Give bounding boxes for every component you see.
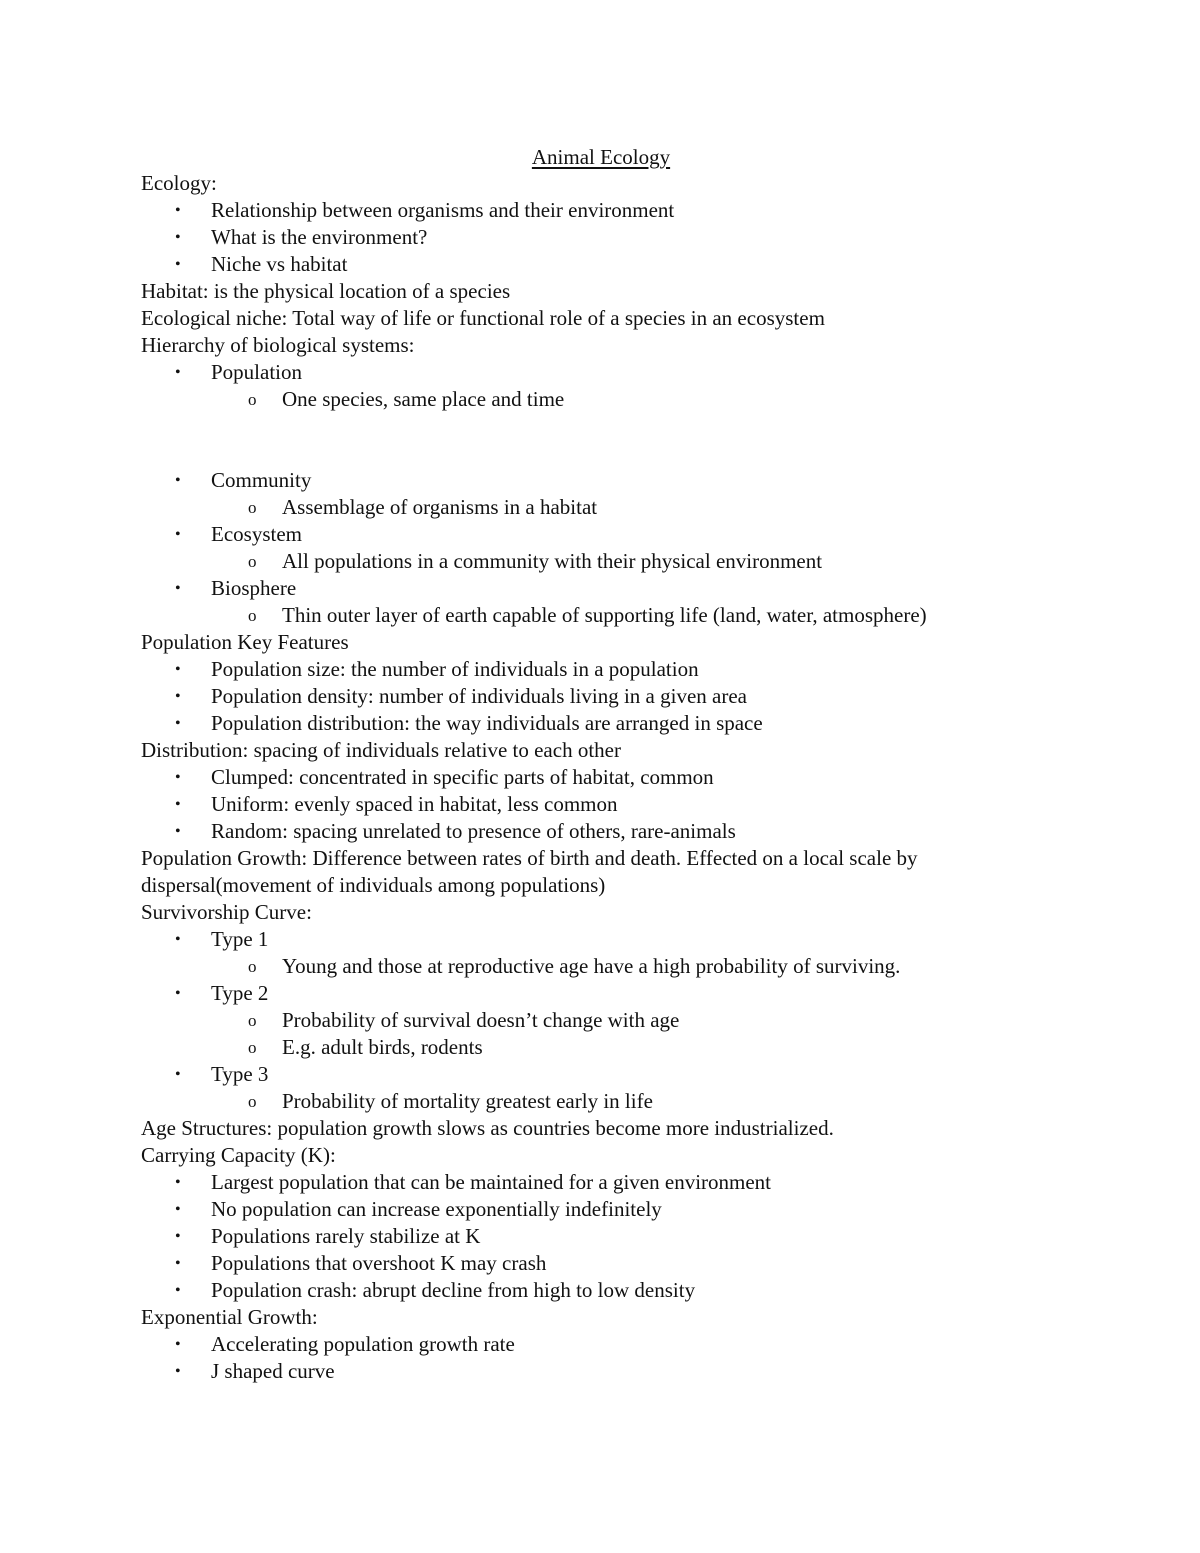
- sub-bullet-text: Probability of survival doesn’t change with age: [282, 1008, 680, 1032]
- sub-bullet-marker: o: [248, 390, 257, 409]
- bullet-text: Populations that overshoot K may crash: [211, 1251, 547, 1275]
- bullet-item: [141, 1061, 1041, 1088]
- sub-bullet-marker: o: [248, 1092, 257, 1111]
- sub-bullet-item: [141, 386, 1041, 413]
- bullet-text: Type 1: [211, 927, 269, 951]
- bullet-marker: •: [175, 1201, 181, 1218]
- bullet-text: Population size: the number of individuals in a population: [211, 657, 699, 681]
- bullet-text: Populations rarely stabilize at K: [211, 1224, 481, 1248]
- bullet-text: Biosphere: [211, 576, 297, 600]
- bullet-marker: •: [175, 580, 181, 597]
- bullet-text: Clumped: concentrated in specific parts of habitat, common: [211, 765, 714, 789]
- bullet-item: [141, 575, 1041, 602]
- bullet-text: Accelerating population growth rate: [211, 1332, 515, 1356]
- bullet-item: [141, 359, 1041, 386]
- section-heading: Carrying Capacity (K):: [141, 1143, 336, 1167]
- bullet-item: [141, 926, 1041, 953]
- blank-space: [141, 413, 1041, 467]
- section-heading: Ecological niche: Total way of life or functional role of a species in an ecosystem: [141, 306, 825, 330]
- bullet-item: [141, 1223, 1041, 1250]
- bullet-text: Largest population that can be maintained for a given environment: [211, 1170, 772, 1194]
- bullet-marker: •: [175, 1282, 181, 1299]
- section-heading: Age Structures: population growth slows as countries become more industrialized.: [141, 1116, 834, 1140]
- bullet-marker: •: [175, 202, 181, 219]
- bullet-marker: •: [175, 688, 181, 705]
- sub-bullet-text: Assemblage of organisms in a habitat: [282, 495, 598, 519]
- bullet-marker: •: [175, 1174, 181, 1191]
- bullet-text: Relationship between organisms and their environment: [211, 198, 675, 222]
- sub-bullet-item: [141, 953, 1041, 980]
- bullet-marker: •: [175, 823, 181, 840]
- sub-bullet-item: [141, 1034, 1041, 1061]
- bullet-marker: •: [175, 229, 181, 246]
- sub-bullet-text: Young and those at reproductive age have a high probability of surviving.: [282, 954, 901, 978]
- bullet-text: Population: [211, 360, 303, 384]
- bullet-marker: •: [175, 526, 181, 543]
- sub-bullet-item: [141, 1007, 1041, 1034]
- sub-bullet-text: One species, same place and time: [282, 387, 565, 411]
- section-heading: Population Key Features: [141, 630, 349, 654]
- bullet-item: [141, 521, 1041, 548]
- section-heading: Habitat: is the physical location of a species: [141, 279, 511, 303]
- bullet-marker: •: [175, 364, 181, 381]
- bullet-marker: •: [175, 769, 181, 786]
- bullet-marker: •: [175, 1228, 181, 1245]
- bullet-marker: •: [175, 472, 181, 489]
- bullet-text: Type 2: [211, 981, 269, 1005]
- bullet-item: [141, 197, 1041, 224]
- bullet-text: J shaped curve: [211, 1359, 335, 1383]
- sub-bullet-item: [141, 548, 1041, 575]
- sub-bullet-item: [141, 494, 1041, 521]
- bullet-text: Niche vs habitat: [211, 252, 348, 276]
- bullet-text: Type 3: [211, 1062, 269, 1086]
- bullet-text: Ecosystem: [211, 522, 302, 546]
- bullet-text: No population can increase exponentially indefinitely: [211, 1197, 662, 1221]
- section-heading: Ecology:: [141, 171, 217, 195]
- bullet-marker: •: [175, 1255, 181, 1272]
- section-heading: Hierarchy of biological systems:: [141, 333, 415, 357]
- bullet-marker: •: [175, 715, 181, 732]
- sub-bullet-item: [141, 1088, 1041, 1115]
- bullet-text: Community: [211, 468, 312, 492]
- bullet-item: [141, 710, 1041, 737]
- sub-bullet-marker: o: [248, 498, 257, 517]
- sub-bullet-text: E.g. adult birds, rodents: [282, 1035, 483, 1059]
- section-heading: Exponential Growth:: [141, 1305, 318, 1329]
- bullet-item: [141, 980, 1041, 1007]
- bullet-item: [141, 1196, 1041, 1223]
- bullet-item: [141, 224, 1041, 251]
- bullet-item: [141, 467, 1041, 494]
- bullet-marker: •: [175, 931, 181, 948]
- sub-bullet-marker: o: [248, 1038, 257, 1057]
- section-heading: Distribution: spacing of individuals relative to each other: [141, 738, 621, 762]
- bullet-text: What is the environment?: [211, 225, 428, 249]
- bullet-text: Population distribution: the way individuals are arranged in space: [211, 711, 763, 735]
- bullet-item: [141, 764, 1041, 791]
- bullet-item: [141, 1331, 1041, 1358]
- bullet-item: [141, 683, 1041, 710]
- sub-bullet-marker: o: [248, 1011, 257, 1030]
- sub-bullet-text: Probability of mortality greatest early in life: [282, 1089, 653, 1113]
- bullet-text: Population crash: abrupt decline from high to low density: [211, 1278, 696, 1302]
- section-heading: Population Growth: Difference between rates of birth and death. Effected on a local scale by dispersal(movement of individuals among populations): [141, 846, 918, 897]
- sub-bullet-marker: o: [248, 606, 257, 625]
- bullet-text: Random: spacing unrelated to presence of others, rare-animals: [211, 819, 736, 843]
- bullet-item: [141, 656, 1041, 683]
- document-body: [141, 170, 1041, 1385]
- bullet-item: [141, 1250, 1041, 1277]
- bullet-marker: •: [175, 1336, 181, 1353]
- bullet-marker: •: [175, 256, 181, 273]
- bullet-marker: •: [175, 796, 181, 813]
- bullet-marker: •: [175, 1066, 181, 1083]
- sub-bullet-marker: o: [248, 552, 257, 571]
- section-heading: Survivorship Curve:: [141, 900, 312, 924]
- bullet-item: [141, 251, 1041, 278]
- bullet-marker: •: [175, 1363, 181, 1380]
- bullet-item: [141, 1358, 1041, 1385]
- bullet-item: [141, 1277, 1041, 1304]
- bullet-item: [141, 1169, 1041, 1196]
- page-title: [0, 142, 1200, 172]
- sub-bullet-item: [141, 602, 1041, 629]
- sub-bullet-marker: o: [248, 957, 257, 976]
- bullet-marker: •: [175, 985, 181, 1002]
- bullet-item: [141, 818, 1041, 845]
- bullet-text: Population density: number of individuals living in a given area: [211, 684, 747, 708]
- sub-bullet-text: All populations in a community with their physical environment: [282, 549, 823, 573]
- page-title-text: Animal Ecology: [531, 145, 671, 169]
- bullet-item: [141, 791, 1041, 818]
- bullet-text: Uniform: evenly spaced in habitat, less common: [211, 792, 618, 816]
- sub-bullet-text: Thin outer layer of earth capable of supporting life (land, water, atmosphere): [282, 603, 927, 627]
- bullet-marker: •: [175, 661, 181, 678]
